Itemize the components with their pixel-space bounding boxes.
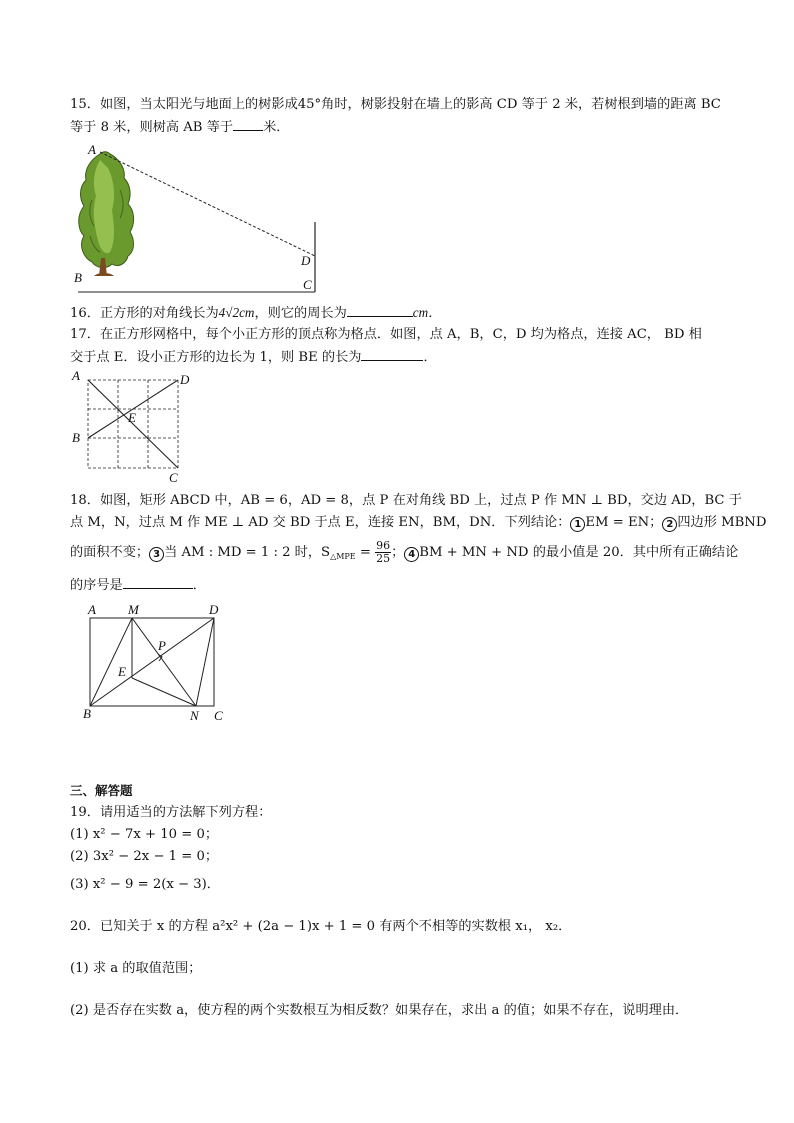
q17-answer-blank[interactable] xyxy=(361,348,423,361)
q18-frac-den: 25 xyxy=(376,552,391,565)
q18-equals: = xyxy=(355,545,376,560)
q18-answer-blank[interactable] xyxy=(123,576,193,589)
q18-sep: ； xyxy=(391,545,405,560)
q17-label-A: A xyxy=(72,368,80,383)
q18-line3-text: 的面积不变； xyxy=(70,545,150,560)
q15-text-a: 等于 8 米，则树高 AB 等于 xyxy=(70,120,234,135)
q19-item-1: (1) x² − 7x + 10 = 0； xyxy=(70,827,219,842)
q18-circled-3: 3 xyxy=(149,547,164,562)
q18-conclusion-4: BM + MN + ND 的最小值是 20．其中所有正确结论 xyxy=(419,545,739,560)
q18-area-subscript: △MPE xyxy=(330,552,356,561)
line-DN xyxy=(196,618,214,706)
q15-tree-figure xyxy=(70,140,330,300)
q17-label-B: B xyxy=(72,430,80,445)
q16-text-a: 16．正方形的对角线长为 xyxy=(70,306,219,321)
q17-text-a: 交于点 E．设小正方形的边长为 1，则 BE 的长为 xyxy=(70,350,362,365)
line-MN xyxy=(132,618,196,706)
q16-value: 4√2cm xyxy=(218,305,255,320)
q18-line2 xyxy=(70,514,766,532)
tree-icon xyxy=(79,152,134,276)
q18-label-M: M xyxy=(128,602,139,617)
q15-label-D: D xyxy=(301,253,311,268)
q15-answer-blank[interactable] xyxy=(233,118,263,131)
section-title: 三、解答题 xyxy=(70,783,133,798)
q19-item-3: (3) x² − 9 = 2(x − 3)． xyxy=(70,877,220,892)
q18-circled-1: 1 xyxy=(570,517,585,532)
q18-label-N: N xyxy=(190,708,199,723)
q17-grid-figure xyxy=(70,368,210,488)
q16-answer-blank[interactable] xyxy=(347,304,413,317)
q17-label-C: C xyxy=(169,470,178,485)
q18-label-D: D xyxy=(209,602,219,617)
q20-stem: 20．已知关于 x 的方程 a²x² + (2a − 1)x + 1 = 0 有两个不相等的实数根 x₁， x₂． xyxy=(70,919,572,934)
q18-label-B: B xyxy=(83,706,91,721)
q15-label-A: A xyxy=(88,142,96,157)
q16-unit: cm． xyxy=(412,305,442,320)
q15-line1: 15．如图，当太阳光与地面上的树影成45°角时，树影投射在墙上的影高 CD 等于 2 米，若树根到墙的距离 BC xyxy=(70,97,721,112)
q18-line4-end: ． xyxy=(192,578,206,593)
q17-text-b: ． xyxy=(423,350,437,365)
q18-line1: 18．如图，矩形 ABCD 中，AB = 6，AD = 8，点 P 在对角线 BD 上，过点 P 作 MN ⊥ BD，交边 AD，BC 于 xyxy=(70,493,742,508)
q15-line2 xyxy=(70,118,289,137)
q16-line xyxy=(70,304,441,323)
q18-line3 xyxy=(70,540,738,566)
q17-line2 xyxy=(70,348,437,367)
q18-conclusion-1: EM = EN； xyxy=(585,515,663,530)
q16-text-b: ，则它的周长为 xyxy=(254,306,347,321)
q18-circled-4: 4 xyxy=(404,547,419,562)
q18-label-E: E xyxy=(118,664,126,679)
line-BD xyxy=(90,618,214,706)
q18-line4 xyxy=(70,576,206,595)
q20-part-2: (2) 是否存在实数 a，使方程的两个实数根互为相反数？如果存在，求出 a 的值；如果不存在，说明理由． xyxy=(70,1003,689,1018)
q18-line4-text: 的序号是 xyxy=(70,578,123,593)
q17-label-D: D xyxy=(180,372,190,387)
q18-label-A: A xyxy=(88,602,96,617)
q17-line1: 17．在正方形网格中，每个小正方形的顶点称为格点．如图，点 A，B，C，D 均为格点，连接 AC， BD 相 xyxy=(70,327,702,342)
q17-label-E: E xyxy=(128,410,136,425)
q18-frac-num: 96 xyxy=(376,539,391,552)
q18-label-C: C xyxy=(214,708,223,723)
line-BM xyxy=(90,618,132,706)
q18-circled-2: 2 xyxy=(662,517,677,532)
q19-item-2: (2) 3x² − 2x − 1 = 0； xyxy=(70,849,219,864)
q18-fraction xyxy=(375,540,391,565)
q18-rectangle-figure xyxy=(78,600,248,730)
q18-conclusion-3: 当 AM : MD = 1 : 2 时，S xyxy=(164,545,331,560)
q15-label-B: B xyxy=(74,270,82,285)
q18-line2-text: 点 M，N，过点 M 作 ME ⊥ AD 交 BD 于点 E，连接 EN，BM，DN．下列结论： xyxy=(70,515,571,530)
q15-text-b: 米． xyxy=(263,120,290,135)
q18-conclusion-2: 四边形 MBND xyxy=(677,515,767,530)
q19-stem: 19．请用适当的方法解下列方程： xyxy=(70,805,272,820)
q15-label-C: C xyxy=(303,277,312,292)
q18-label-P: P xyxy=(158,638,166,653)
q20-part-1: (1) 求 a 的取值范围； xyxy=(70,961,202,976)
